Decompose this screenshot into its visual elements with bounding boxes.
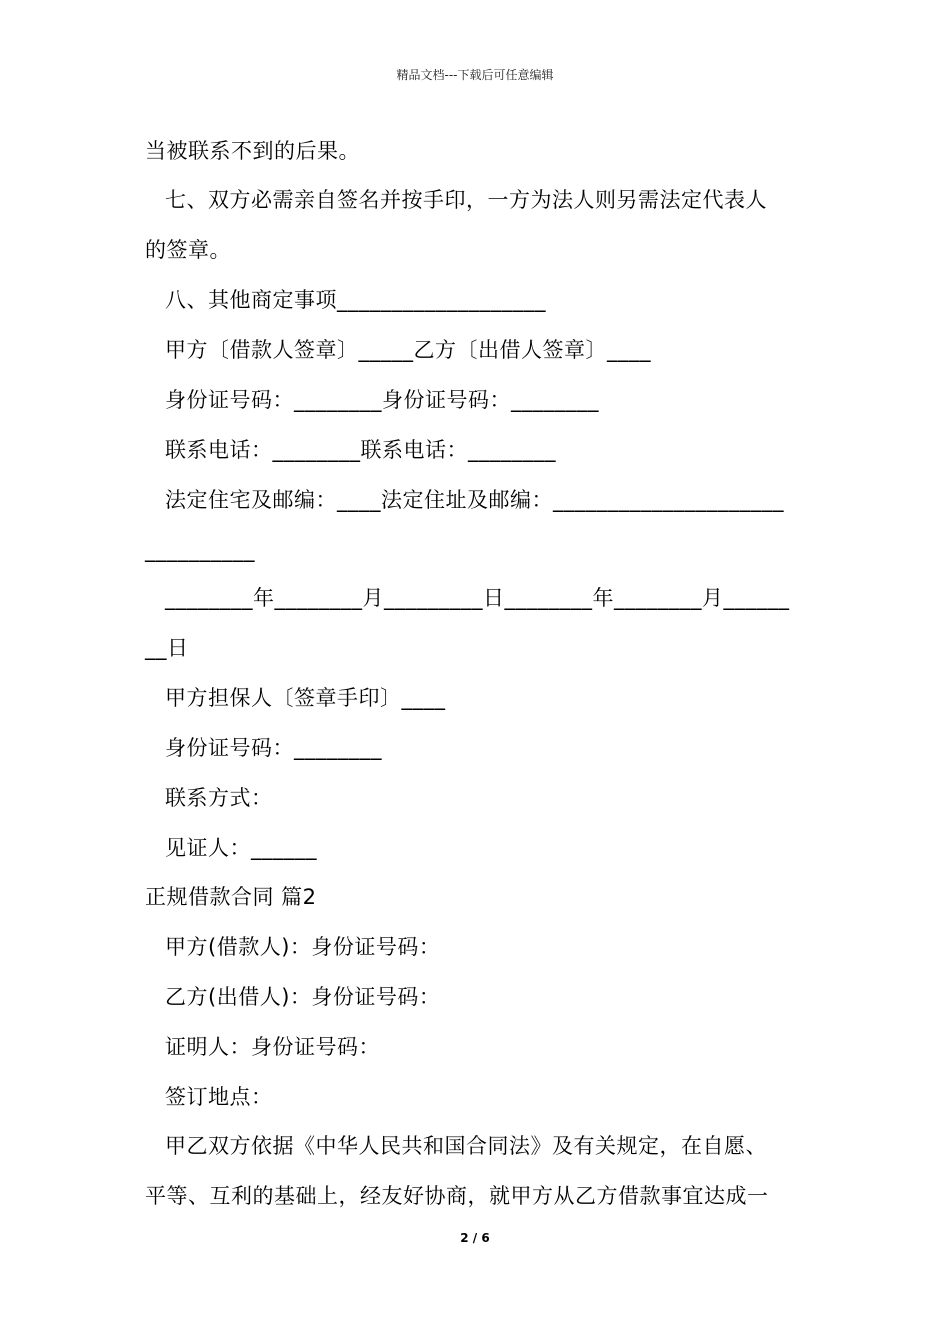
- text-line: 乙方(出借人)：身份证号码：: [165, 985, 441, 1009]
- page-header: 精品文档---下载后可任意编辑: [396, 68, 554, 82]
- text-line: 七、双方必需亲自签名并按手印，一方为法人则另需法定代表人: [165, 188, 767, 212]
- text-line: 联系方式：: [165, 786, 273, 810]
- text-line: __日: [145, 636, 189, 660]
- text-line: __________: [145, 538, 255, 562]
- text-line: 身份证号码：________身份证号码：________: [165, 388, 599, 412]
- text-line: 见证人：______: [165, 836, 317, 860]
- text-line: 当被联系不到的后果。: [145, 139, 360, 163]
- text-line: 签订地点：: [165, 1085, 273, 1109]
- text-line: 的签章。: [145, 238, 231, 262]
- text-line: 证明人：身份证号码：: [165, 1035, 380, 1059]
- text-line: 法定住宅及邮编：____法定住址及邮编：_____________________: [165, 488, 784, 512]
- text-line: 联系电话：________联系电话：________: [165, 438, 556, 462]
- section-title: 正规借款合同 篇2: [145, 885, 317, 909]
- text-line: 甲乙双方依据《中华人民共和国合同法》及有关规定，在自愿、: [165, 1134, 767, 1158]
- page-number: 2 / 6: [460, 1231, 490, 1245]
- text-line: 平等、互利的基础上，经友好协商，就甲方从乙方借款事宜达成一: [145, 1184, 769, 1208]
- text-line: 甲方(借款人)：身份证号码：: [165, 935, 441, 959]
- text-line: ________年________月_________日________年________月______: [165, 586, 790, 610]
- text-line: 甲方〔借款人签章〕_____乙方〔出借人签章〕____: [165, 338, 651, 362]
- text-line: 甲方担保人〔签章手印〕____: [165, 686, 446, 710]
- text-line: 身份证号码：________: [165, 736, 382, 760]
- text-line: 八、其他商定事项___________________: [165, 288, 546, 312]
